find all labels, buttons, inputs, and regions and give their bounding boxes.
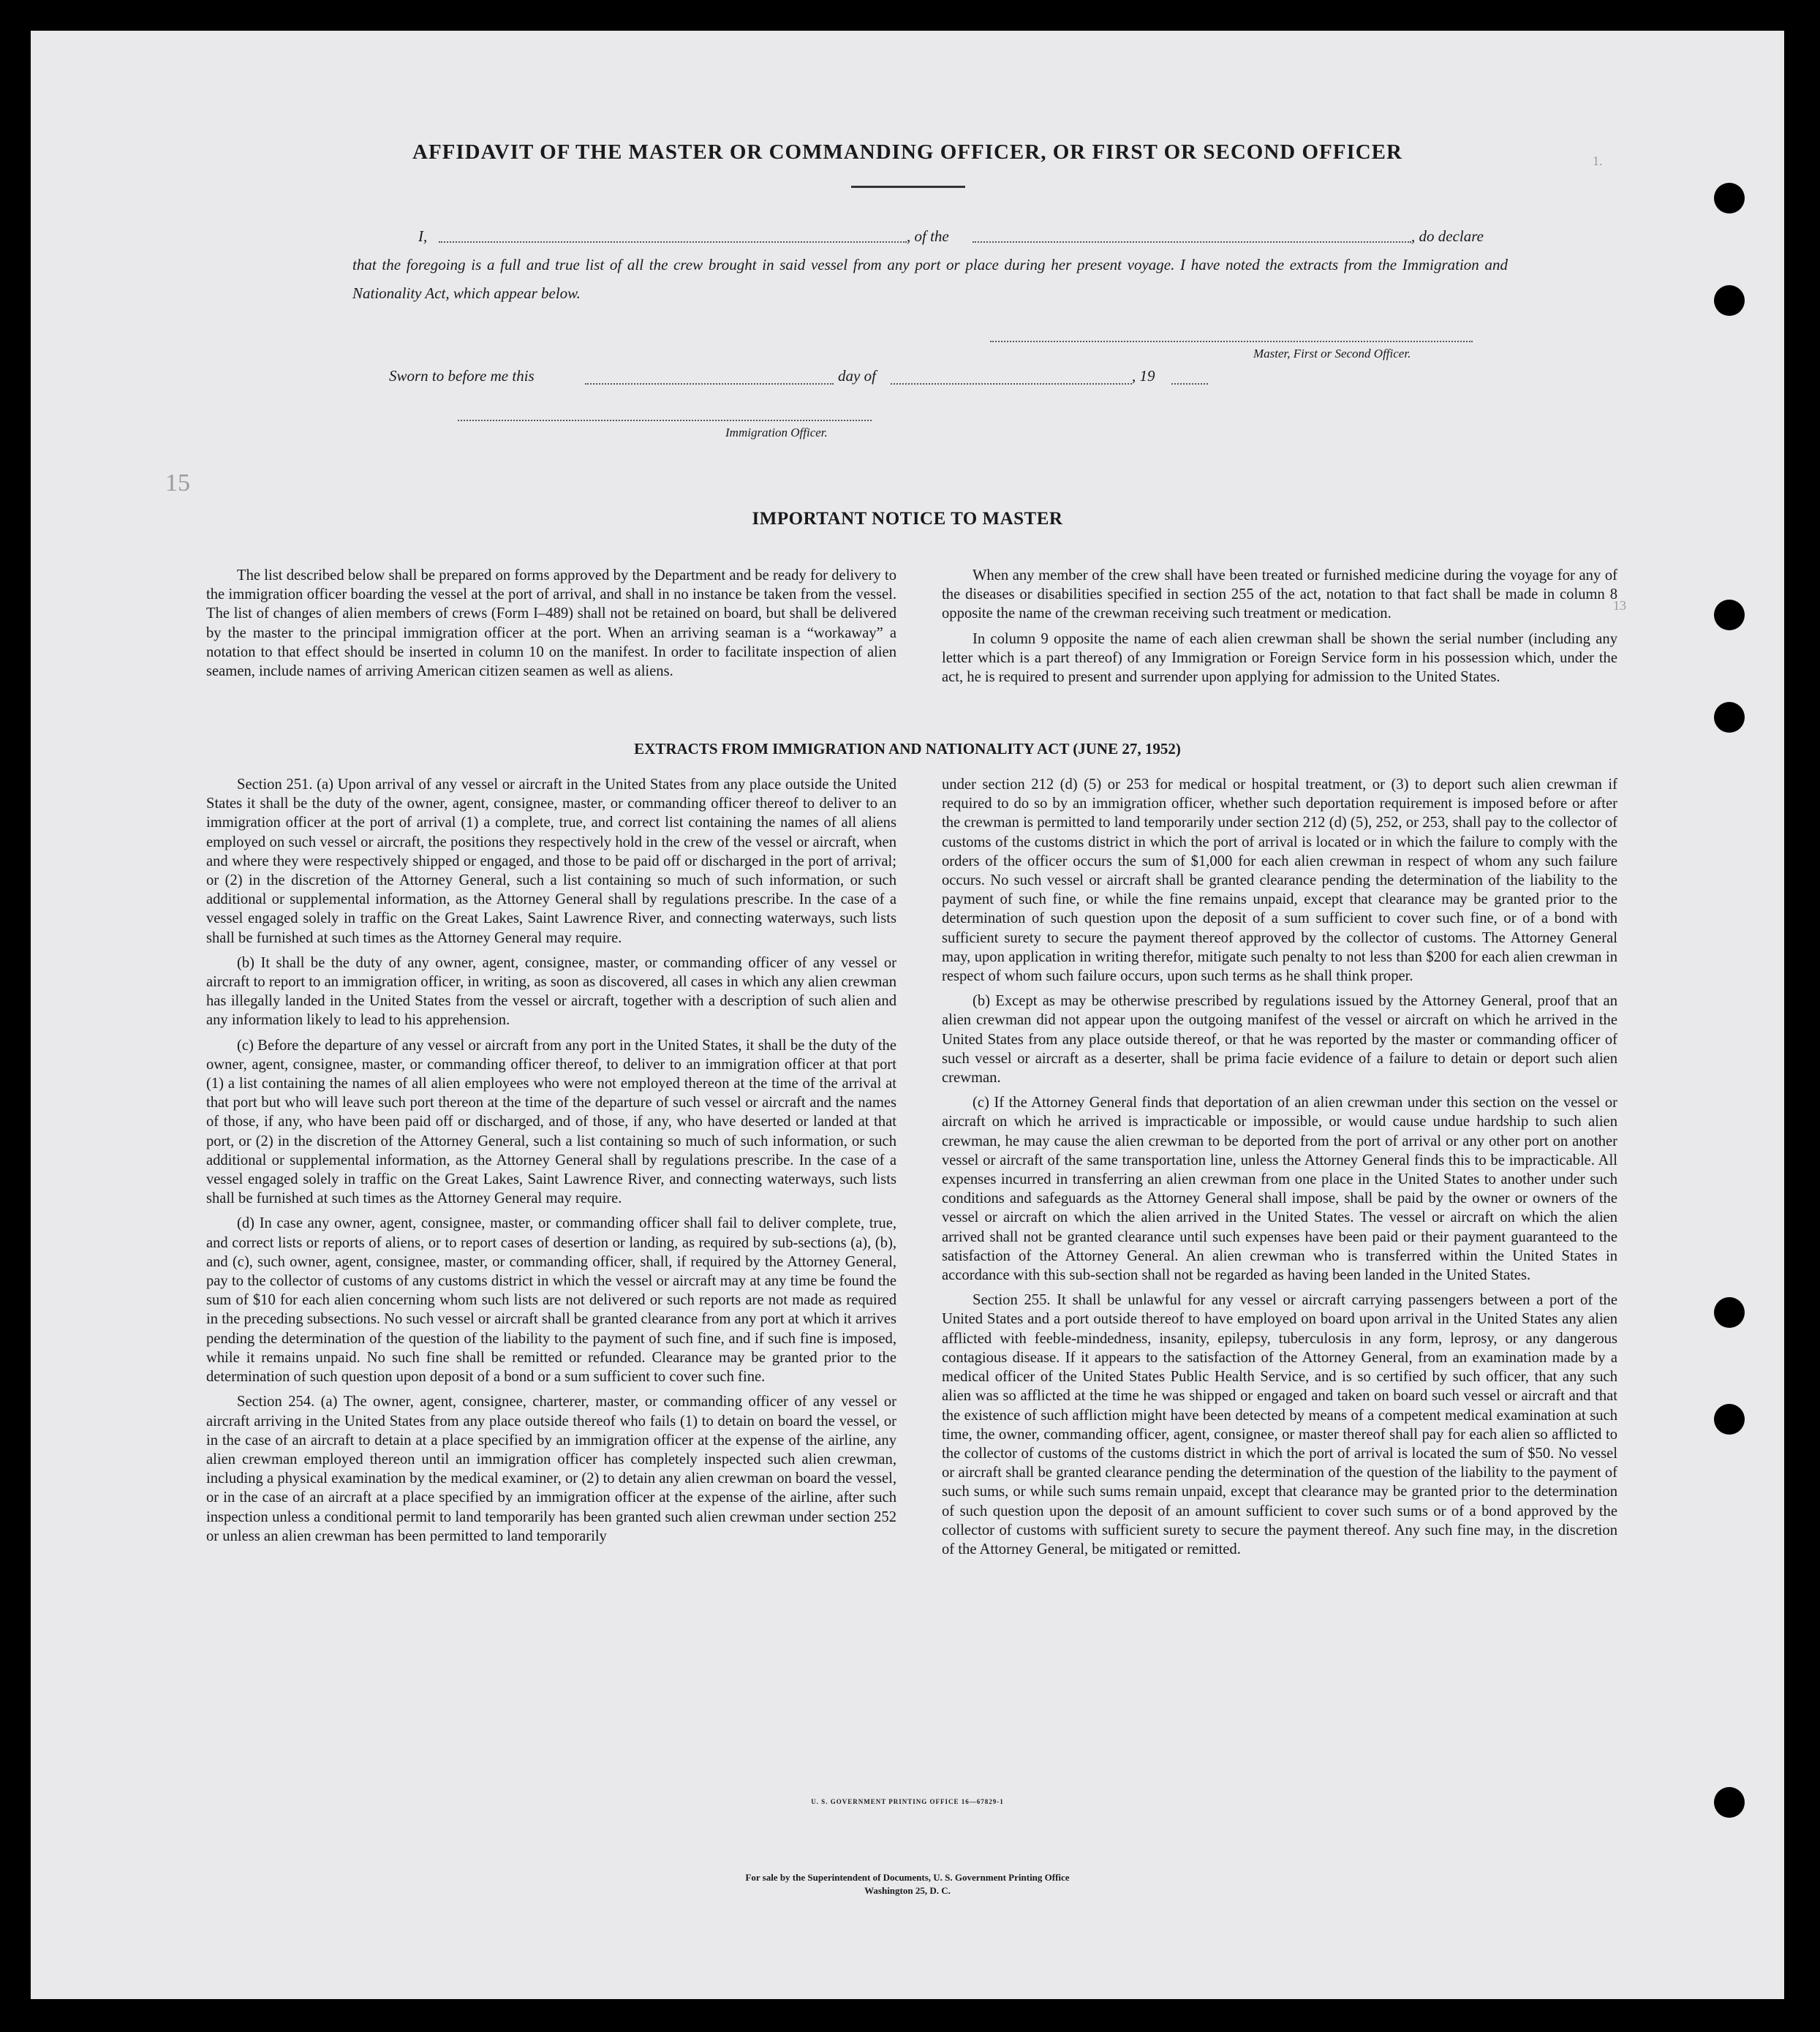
extract-paragraph: under section 212 (d) (5) or 253 for medical or hospital treatment, or (3) to deport such alien crewman if required to do so by an immigration officer, whether such deportation requirement is imposed before or after the crewman is permitted to land temporarily under section 212 (d) (5), 252, or 253, shall pay to the collector of customs of the customs district in which the port of arrival is located or in which the failure to comply with the orders of the officer occurs the sum of $1,000 for each alien crewman in respect of whom any such failure occurs. No such vessel or aircraft shall be granted clearance pending the determination of the liability to the payment of such fine, or while the fine remains unpaid, except that clearance may be granted prior to the determination of such question upon the deposit of a sum sufficient to cover such fine, or of a bond with sufficient surety to secure the payment thereof approved by the collector of customs. The Attorney General may, upon application in writing therefor, mitigate such penalty to not less than $200 for each alien crewman in respect of whom such failure occurs, upon such terms as he shall think proper. — [942, 777, 1617, 985]
declaration-text: that the foregoing is a full and true list of all the crew brought in said vessel from any port or place during her present voyage. I have noted the extracts from the Immigration and Nationality Act, which appear below. — [352, 256, 1508, 302]
extract-paragraph: Section 251. (a) Upon arrival of any vessel or aircraft in the United States from any place outside the United States it shall be the duty of the owner, agent, consignee, master, or commanding officer thereof to deliver to an immigration officer at the port of arrival (1) a complete, true, and correct list containing the names of all aliens employed on such vessel or aircraft, the positions they respectively hold in the crew of the vessel or aircraft, when and where they were respectively shipped or engaged, and those to be paid off or discharged in the port of arrival; or (2) in the discretion of the Attorney General, such a list containing so much of such information, or such additional or supplemental information, as the Attorney General shall by regulations prescribe. In the case of a vessel engaged solely in traffic on the Great Lakes, Saint Lawrence River, and connecting waterways, such lists shall be furnished at such times as the Attorney General may require. — [206, 777, 896, 946]
notice-right-paragraph-2: In column 9 opposite the name of each alien crewman shall be shown the serial number (including any letter which is a part thereof) of any Immigration or Foreign Service form in his possession which, under the act, he is required to present and surrender upon applying for admission to the United States. — [942, 630, 1617, 686]
notice-left-paragraph: The list described below shall be prepared on forms approved by the Department and be ready for delivery to the immigration officer boarding the vessel at the port of arrival, and shall in no instance be taken from the vessel. The list of changes of alien members of crews (Form I–489) shall not be retained on board, but shall be delivered by the master to the principal immigration officer at the port. When an arriving seaman is a “workaway” a notation to that effect should be inserted in column 10 on the manifest. In order to facilitate inspection of alien seamen, include names of arriving American citizen seamen as well as aliens. — [206, 567, 896, 680]
extract-paragraph: Section 255. It shall be unlawful for any vessel or aircraft carrying passengers between a port of the United States and a port outside thereof to have employed on board upon arrival in the United States any alien afflicted with feeble-mindedness, insanity, epilepsy, tuberculosis in any form, leprosy, or any dangerous contagious disease. If it appears to the satisfaction of the Attorney General, from an examination made by a medical officer of the United States Public Health Service, and is so certified by such officer, that any such alien was so afflicted at the time he was shipped or engaged and taken on board such vessel or aircraft and that the existence of such affliction might have been detected by means of a competent medical examination at such time, the owner, commanding officer, agent, consignee, or master thereof shall pay for each alien so afflicted to the collector of customs of the customs district in which the port of arrival is located the sum of $50. No vessel or aircraft shall be granted clearance pending the determination of the question of the liability to the payment of such sums, or while such sums remain unpaid, except that clearance may be granted prior to the determination of such question upon the deposit of an amount sufficient to cover such sums or of a bond approved by the collector of customs with sufficient surety to secure the payment thereof. Any such fine may, in the discretion of the Attorney General, be mitigated or remitted. — [942, 1292, 1617, 1557]
extract-paragraph: (c) If the Attorney General finds that deportation of an alien crewman under this section on the vessel or aircraft on which he arrived is impracticable or impossible, or would cause undue hardship to such alien crewman, he may cause the alien crewman to be deported from the port of arrival or any other port on another vessel or aircraft of the same transportation line, unless the Attorney General finds this to be impracticable. All expenses incurred in transferring an alien crewman from one place in the United States to another under such conditions and safeguards as the Attorney General shall impose, shall be paid by the owner or owners of the vessel or aircraft on which the alien arrived in the United States. The vessel or aircraft on which the alien arrived shall not be granted clearance until such expenses have been paid or their payment guaranteed to the satisfaction of the Attorney General. An alien crewman who is transferred within the United States in accordance with this sub-section shall not be regarded as having been landed in the United States. — [942, 1095, 1617, 1284]
footer-line-2: Washington 25, D. C. — [864, 1885, 951, 1896]
notice-right-column — [942, 566, 1617, 692]
notice-left-column — [206, 566, 896, 687]
sworn-day-field[interactable] — [585, 383, 834, 385]
i-label: I, — [418, 227, 428, 245]
extract-paragraph: (d) In case any owner, agent, consignee, master, or commanding officer shall fail to deliver complete, true, and correct lists or reports of aliens, or to report cases of desertion or landing, as required by sub-sections (a), (b), and (c), such owner, agent, consignee, master, or commanding officer, shall, if required by the Attorney General, pay to the collector of customs of any customs district in which the vessel or aircraft may at any time be found the sum of $10 for each alien concerning whom such lists are not delivered or such reports are not made as required in the preceding subsections. No such vessel or aircraft shall be granted clearance from any port at which it arrives pending the determination of the question of the liability to the payment of such fine, and if such fine is imposed, while it remains unpaid. No such fine shall be remitted or refunded. Clearance may be granted prior to the determination of such question upon deposit of a bond or a sum sufficient to cover such fine. — [206, 1215, 896, 1386]
extract-paragraph: (c) Before the departure of any vessel or aircraft from any port in the United States, it shall be the duty of the owner, agent, consignee, master, or commanding officer thereof, to deliver to an immigration officer at that port (1) a list containing the names of all alien employees who were not employed thereon at the time of the arrival at that port but who will leave such port thereon at the time of the departure of such vessel or aircraft and the names of those, if any, who have been paid off or discharged, and of those, if any, who have deserted or landed at that port, or (2) in the discretion of the Attorney General, such a list containing so much of such information, or such additional or supplemental information, as the Attorney General shall by regulations prescribe. In the case of a vessel engaged solely in traffic on the Great Lakes, Saint Lawrence River, and connecting waterways, such lists shall be furnished at such times as the Attorney General may require. — [206, 1037, 896, 1207]
master-signature-label: Master, First or Second Officer. — [1253, 347, 1411, 360]
printer-mark: U. S. GOVERNMENT PRINTING OFFICE 16—67829-1 — [811, 1798, 1004, 1805]
extracts-right-column — [942, 775, 1617, 1565]
punch-hole — [1714, 1297, 1745, 1328]
extract-paragraph: (b) Except as may be otherwise prescribed by regulations issued by the Attorney General, proof that an alien crewman did not appear upon the outgoing manifest of the vessel or aircraft on which he arrived in the United States from any place outside thereof, or that he was reported by the master or commanding officer of such vessel or aircraft as a deserter, shall be prima facie evidence of a failure to detain or deport such alien crewman. — [942, 993, 1617, 1087]
officer-signature-line[interactable] — [458, 420, 872, 421]
of-the-label: , of the — [907, 227, 949, 245]
extracts-title: EXTRACTS FROM IMMIGRATION AND NATIONALITY ACT (JUNE 27, 1952) — [634, 740, 1181, 758]
punch-hole — [1714, 183, 1745, 214]
margin-mark: 1. — [1593, 154, 1603, 168]
margin-mark: 13 — [1613, 598, 1626, 613]
officer-signature-label: Immigration Officer. — [725, 426, 828, 439]
document-page — [31, 31, 1784, 1999]
sworn-month-field[interactable] — [891, 383, 1132, 385]
vessel-field[interactable] — [973, 228, 1411, 243]
affidavit-declaration — [352, 222, 1508, 308]
punch-hole — [1714, 285, 1745, 316]
title-rule — [851, 186, 965, 188]
master-signature-line[interactable] — [990, 341, 1473, 342]
extracts-left-column — [206, 775, 896, 1552]
sworn-label: Sworn to before me this — [389, 367, 535, 385]
name-field[interactable] — [439, 228, 907, 243]
punch-hole — [1714, 600, 1745, 630]
margin-mark: 15 — [165, 469, 190, 496]
year-label: , 19 — [1132, 367, 1155, 385]
notice-title: IMPORTANT NOTICE TO MASTER — [752, 509, 1063, 529]
notice-right-paragraph-1: When any member of the crew shall have been treated or furnished medicine during the voyage for any of the diseases or disabilities specified in section 255 of the act, notation to that fact shall be made in column 8 opposite the name of the crewman receiving such treatment or medication. — [942, 567, 1617, 622]
do-declare-label: , do declare — [1411, 227, 1484, 245]
affidavit-title: AFFIDAVIT OF THE MASTER OR COMMANDING OFFICER, OR FIRST OR SECOND OFFICER — [412, 140, 1402, 164]
sworn-year-field[interactable] — [1171, 383, 1208, 385]
extract-paragraph: (b) It shall be the duty of any owner, agent, consignee, master, or commanding officer of any vessel or aircraft to report to an immigration officer, in writing, as soon as discovered, all cases in which any alien crewman has illegally landed in the United States from the vessel or aircraft, together with a description of such alien and any information likely to lead to his apprehension. — [206, 954, 896, 1029]
punch-hole — [1714, 1404, 1745, 1435]
punch-hole — [1714, 702, 1745, 733]
extract-paragraph: Section 254. (a) The owner, agent, consignee, charterer, master, or commanding officer of any vessel or aircraft arriving in the United States from any place outside thereof who fails (1) to detain on board the vessel, or in the case of an aircraft to detain at a place specified by an immigration officer at the expense of the airline, any alien crewman employed thereon until an immigration officer has completely inspected such alien crewman, including a physical examination by the medical examiner, or (2) to detain any alien crewman on board the vessel, or in the case of an aircraft at a place specified by an immigration officer at the expense of the airline, after such inspection unless a conditional permit to land temporarily has been granted such alien crewman under section 252 or unless an alien crewman has been permitted to land temporarily — [206, 1394, 896, 1544]
day-of-label: day of — [838, 367, 876, 385]
footer-line-1: For sale by the Superintendent of Documents, U. S. Government Printing Office — [745, 1872, 1070, 1883]
